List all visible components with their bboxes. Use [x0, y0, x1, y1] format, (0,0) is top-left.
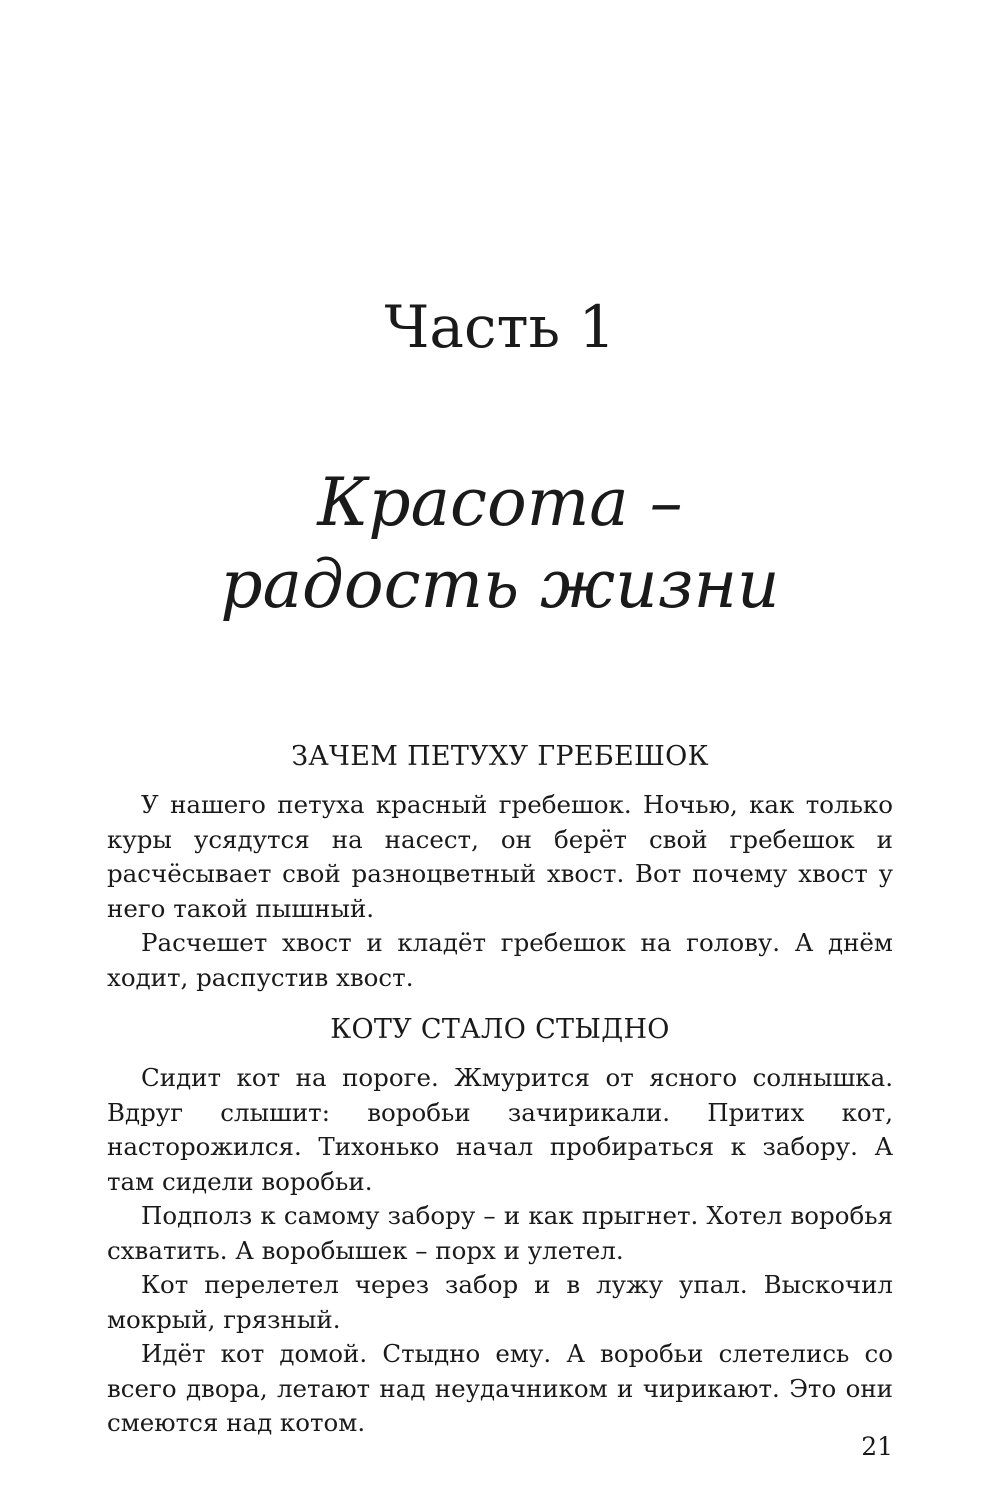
part-label: Часть 1 — [384, 293, 616, 361]
story-paragraph: Кот перелетел через забор и в лужу упал. Выскочил мокрый, грязный. — [107, 1270, 893, 1334]
story-paragraph: Расчешет хвост и кладёт гребешок на голову. А днём ходит, распустив хвост. — [107, 928, 893, 992]
story-title: КОТУ СТАЛО СТЫДНО — [330, 1014, 670, 1045]
story-paragraph: Идёт кот домой. Стыдно ему. А воробьи слетелись со всего двора, летают над неудачником и чирикают. Это они смеются над котом. — [107, 1339, 893, 1437]
story-paragraph: Сидит кот на пороге. Жмурится от ясного солнышка. Вдруг слышит: воробьи зачирикали. Притих кот, насторожился. Тихонько начал пробираться к забору. А там сидели воробьи. — [107, 1063, 893, 1196]
story-paragraph: У нашего петуха красный гребешок. Ночью, как только куры усядутся на насест, он берёт свой гребешок и расчёсывает свой разноцветный хвост. Вот почему хвост у него такой пышный. — [107, 790, 893, 923]
page-number: 21 — [861, 1432, 893, 1461]
part-title-line: радость жизни — [220, 546, 780, 623]
story-rooster-comb — [107, 740, 893, 995]
part-title-line: Красота – — [317, 464, 683, 541]
part-title — [0, 462, 1000, 626]
story-paragraph: Подполз к самому забору – и как прыгнет. Хотел воробья схватить. А воробышек – порх и улетел. — [107, 1201, 893, 1265]
story-cat-ashamed — [107, 1013, 893, 1441]
story-title: ЗАЧЕМ ПЕТУХУ ГРЕБЕШОК — [291, 741, 709, 772]
